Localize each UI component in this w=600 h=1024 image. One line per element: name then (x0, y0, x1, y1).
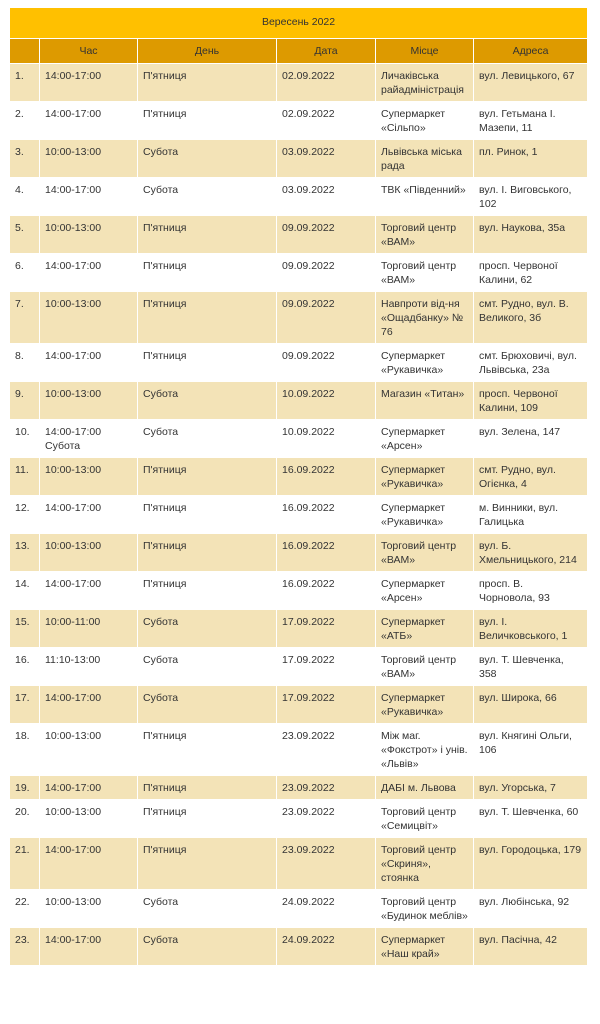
row-place: Торговий центр «Будинок меблів» (376, 890, 474, 928)
row-address: просп. В. Чорновола, 93 (474, 572, 588, 610)
row-number: 15. (10, 610, 40, 648)
row-address: вул. Городоцька, 179 (474, 838, 588, 890)
row-address: вул. Пасічна, 42 (474, 928, 588, 966)
row-place: Навпроти від-ня «Ощадбанку» № 76 (376, 292, 474, 344)
row-address: вул. І. Величковського, 1 (474, 610, 588, 648)
row-place: Торговий центр «Семицвіт» (376, 800, 474, 838)
row-number: 4. (10, 178, 40, 216)
row-number: 23. (10, 928, 40, 966)
row-day: П'ятниця (138, 254, 277, 292)
table-row (10, 216, 588, 254)
table-row (10, 648, 588, 686)
row-place: Супермаркет «Арсен» (376, 572, 474, 610)
row-day: П'ятниця (138, 800, 277, 838)
row-date: 16.09.2022 (277, 572, 376, 610)
row-time: 11:10-13:00 (40, 648, 138, 686)
row-time: 14:00-17:00 (40, 178, 138, 216)
row-date: 23.09.2022 (277, 724, 376, 776)
table-row (10, 292, 588, 344)
row-time: 10:00-13:00 (40, 382, 138, 420)
row-number: 13. (10, 534, 40, 572)
row-address: вул. Б. Хмельницького, 214 (474, 534, 588, 572)
row-number: 1. (10, 64, 40, 102)
row-time: 14:00-17:00 (40, 64, 138, 102)
row-place: Торговий центр «ВАМ» (376, 254, 474, 292)
row-time: 14:00-17:00 Субота (40, 420, 138, 458)
row-date: 10.09.2022 (277, 420, 376, 458)
table-row (10, 178, 588, 216)
table-body (10, 64, 588, 966)
row-day: Субота (138, 928, 277, 966)
row-number: 6. (10, 254, 40, 292)
row-place: Супермаркет «АТБ» (376, 610, 474, 648)
table-row (10, 102, 588, 140)
row-day: Субота (138, 610, 277, 648)
row-day: П'ятниця (138, 534, 277, 572)
row-place: Супермаркет «Рукавичка» (376, 458, 474, 496)
row-place: Між маг. «Фокстрот» і унів. «Львів» (376, 724, 474, 776)
row-time: 10:00-13:00 (40, 216, 138, 254)
row-place: Супермаркет «Арсен» (376, 420, 474, 458)
table-row (10, 420, 588, 458)
header-date: Дата (277, 39, 376, 64)
row-number: 11. (10, 458, 40, 496)
schedule-table (9, 7, 588, 966)
header-number (10, 39, 40, 64)
row-place: Торговий центр «Скриня», стоянка (376, 838, 474, 890)
row-day: Субота (138, 648, 277, 686)
table-row (10, 254, 588, 292)
table-row (10, 928, 588, 966)
row-date: 17.09.2022 (277, 610, 376, 648)
row-day: П'ятниця (138, 102, 277, 140)
table-row (10, 64, 588, 102)
row-time: 10:00-13:00 (40, 890, 138, 928)
row-number: 17. (10, 686, 40, 724)
row-date: 16.09.2022 (277, 496, 376, 534)
row-day: П'ятниця (138, 216, 277, 254)
row-date: 23.09.2022 (277, 838, 376, 890)
row-address: вул. Княгині Ольги, 106 (474, 724, 588, 776)
row-number: 12. (10, 496, 40, 534)
row-day: П'ятниця (138, 572, 277, 610)
row-place: Супермаркет «Рукавичка» (376, 344, 474, 382)
row-address: вул. Наукова, 35а (474, 216, 588, 254)
schedule-table-container (9, 7, 587, 966)
row-address: вул. Т. Шевченка, 358 (474, 648, 588, 686)
row-place: Супермаркет «Рукавичка» (376, 496, 474, 534)
row-day: Субота (138, 420, 277, 458)
row-number: 14. (10, 572, 40, 610)
row-address: вул. Левицького, 67 (474, 64, 588, 102)
row-time: 10:00-13:00 (40, 458, 138, 496)
table-row (10, 496, 588, 534)
table-row (10, 572, 588, 610)
row-time: 10:00-11:00 (40, 610, 138, 648)
row-date: 17.09.2022 (277, 686, 376, 724)
row-day: Субота (138, 382, 277, 420)
row-number: 16. (10, 648, 40, 686)
row-address: вул. І. Виговського, 102 (474, 178, 588, 216)
row-day: П'ятниця (138, 776, 277, 800)
row-address: м. Винники, вул. Галицька (474, 496, 588, 534)
row-place: Торговий центр «ВАМ» (376, 534, 474, 572)
row-date: 23.09.2022 (277, 800, 376, 838)
row-date: 10.09.2022 (277, 382, 376, 420)
header-day: День (138, 39, 277, 64)
row-place: Торговий центр «ВАМ» (376, 216, 474, 254)
row-date: 09.09.2022 (277, 216, 376, 254)
row-number: 8. (10, 344, 40, 382)
table-header-row (10, 39, 588, 64)
row-time: 14:00-17:00 (40, 686, 138, 724)
row-place: Супермаркет «Сільпо» (376, 102, 474, 140)
row-number: 19. (10, 776, 40, 800)
row-day: П'ятниця (138, 724, 277, 776)
row-place: Личаківська райадміністрація (376, 64, 474, 102)
row-date: 02.09.2022 (277, 64, 376, 102)
row-address: вул. Зелена, 147 (474, 420, 588, 458)
row-address: вул. Т. Шевченка, 60 (474, 800, 588, 838)
row-time: 14:00-17:00 (40, 496, 138, 534)
row-place: ДАБІ м. Львова (376, 776, 474, 800)
table-title: Вересень 2022 (10, 8, 588, 39)
table-row (10, 890, 588, 928)
row-day: П'ятниця (138, 292, 277, 344)
table-row (10, 458, 588, 496)
table-row (10, 344, 588, 382)
header-address: Адреса (474, 39, 588, 64)
row-time: 10:00-13:00 (40, 292, 138, 344)
row-time: 14:00-17:00 (40, 102, 138, 140)
row-time: 14:00-17:00 (40, 572, 138, 610)
row-address: смт. Рудно, вул. В. Великого, 3б (474, 292, 588, 344)
row-day: Субота (138, 890, 277, 928)
row-date: 09.09.2022 (277, 292, 376, 344)
row-day: П'ятниця (138, 496, 277, 534)
table-row (10, 724, 588, 776)
row-date: 16.09.2022 (277, 458, 376, 496)
row-number: 2. (10, 102, 40, 140)
row-address: просп. Червоної Калини, 109 (474, 382, 588, 420)
row-day: Субота (138, 178, 277, 216)
table-row (10, 140, 588, 178)
row-number: 21. (10, 838, 40, 890)
table-row (10, 534, 588, 572)
row-time: 10:00-13:00 (40, 800, 138, 838)
row-day: Субота (138, 686, 277, 724)
row-number: 22. (10, 890, 40, 928)
row-place: ТВК «Південний» (376, 178, 474, 216)
row-time: 14:00-17:00 (40, 344, 138, 382)
row-day: П'ятниця (138, 838, 277, 890)
row-date: 09.09.2022 (277, 344, 376, 382)
row-place: Супермаркет «Наш край» (376, 928, 474, 966)
table-row (10, 382, 588, 420)
row-date: 03.09.2022 (277, 140, 376, 178)
row-date: 02.09.2022 (277, 102, 376, 140)
row-place: Супермаркет «Рукавичка» (376, 686, 474, 724)
row-number: 9. (10, 382, 40, 420)
row-date: 17.09.2022 (277, 648, 376, 686)
table-row (10, 686, 588, 724)
row-date: 24.09.2022 (277, 928, 376, 966)
row-day: П'ятниця (138, 458, 277, 496)
row-address: смт. Рудно, вул. Огієнка, 4 (474, 458, 588, 496)
row-address: вул. Гетьмана І. Мазепи, 11 (474, 102, 588, 140)
table-row (10, 610, 588, 648)
row-number: 7. (10, 292, 40, 344)
row-date: 03.09.2022 (277, 178, 376, 216)
row-place: Торговий центр «ВАМ» (376, 648, 474, 686)
row-place: Львівська міська рада (376, 140, 474, 178)
row-date: 23.09.2022 (277, 776, 376, 800)
row-address: просп. Червоної Калини, 62 (474, 254, 588, 292)
row-day: П'ятниця (138, 344, 277, 382)
row-number: 18. (10, 724, 40, 776)
row-address: вул. Широка, 66 (474, 686, 588, 724)
table-row (10, 800, 588, 838)
row-day: Субота (138, 140, 277, 178)
row-date: 24.09.2022 (277, 890, 376, 928)
row-time: 14:00-17:00 (40, 776, 138, 800)
table-row (10, 838, 588, 890)
row-number: 20. (10, 800, 40, 838)
row-time: 14:00-17:00 (40, 928, 138, 966)
row-time: 14:00-17:00 (40, 838, 138, 890)
table-row (10, 776, 588, 800)
row-time: 10:00-13:00 (40, 724, 138, 776)
row-address: вул. Угорська, 7 (474, 776, 588, 800)
row-number: 3. (10, 140, 40, 178)
row-time: 14:00-17:00 (40, 254, 138, 292)
header-place: Місце (376, 39, 474, 64)
table-title-row (10, 8, 588, 39)
row-place: Магазин «Титан» (376, 382, 474, 420)
row-time: 10:00-13:00 (40, 140, 138, 178)
row-day: П'ятниця (138, 64, 277, 102)
row-address: смт. Брюховичі, вул. Львівська, 23а (474, 344, 588, 382)
row-number: 5. (10, 216, 40, 254)
row-address: вул. Любінська, 92 (474, 890, 588, 928)
header-time: Час (40, 39, 138, 64)
row-date: 09.09.2022 (277, 254, 376, 292)
row-date: 16.09.2022 (277, 534, 376, 572)
row-time: 10:00-13:00 (40, 534, 138, 572)
row-number: 10. (10, 420, 40, 458)
row-address: пл. Ринок, 1 (474, 140, 588, 178)
